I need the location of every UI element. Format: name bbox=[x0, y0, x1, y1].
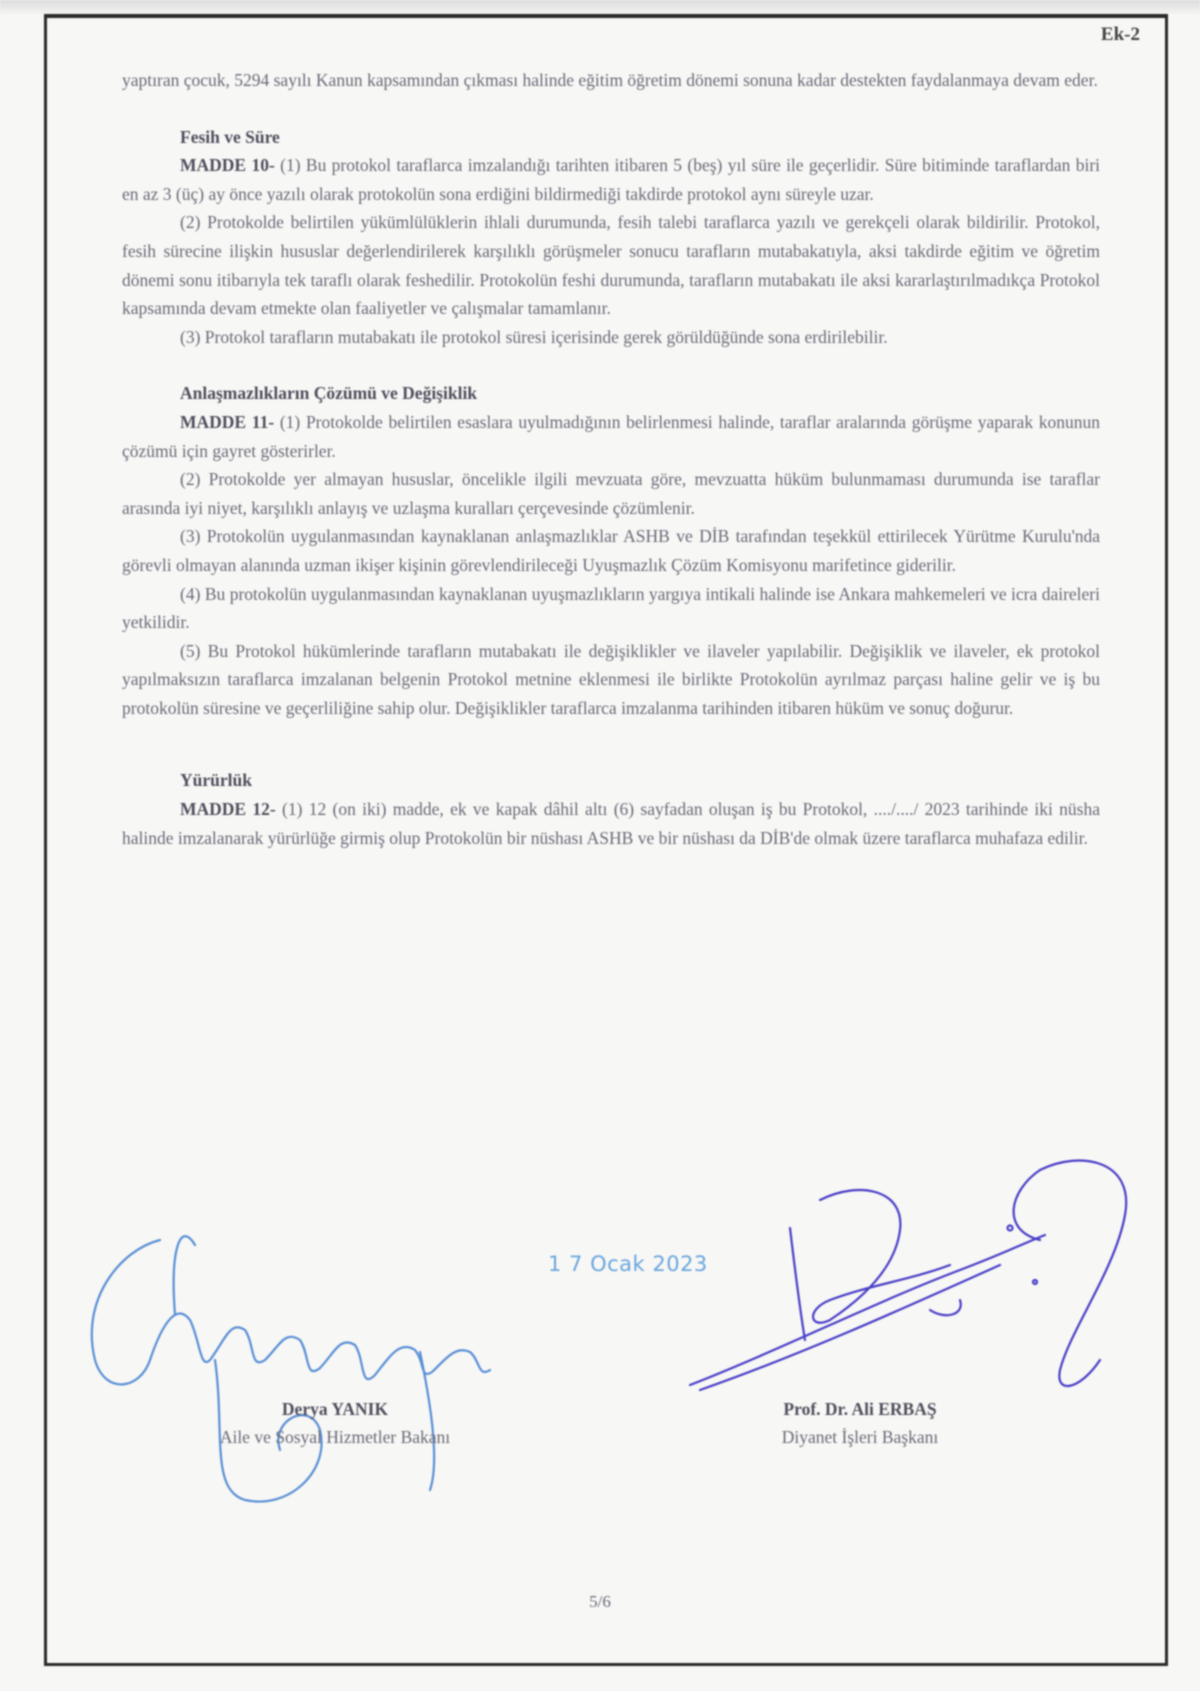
intro-paragraph: yaptıran çocuk, 5294 sayılı Kanun kapsamından çıkması halinde eğitim öğretim dönemi sonuna kadar destekten faydalanmaya devam eder. bbox=[122, 70, 1098, 90]
madde-11-clause-5: (5) Bu Protokol hükümlerinde tarafların mutabakatı ile değişiklikler ve ilaveler yapılabilir. Değişiklik ve ilaveler, ek protokol yapılmaksızın taraflarca imzalanan belgenin Protokol metnine eklenmesi ile birlikte Protokolün ayrılmaz parçası haline gelir ve iş bu protokolün süresine ve geçerliliğine sahip olur. Değişiklikler taraflarca imzalanma tarihinden itibaren hüküm ve sonuç doğurur. bbox=[122, 640, 1100, 718]
page-number: 5/6 bbox=[589, 1592, 611, 1611]
heading-fesih: Fesih ve Süre bbox=[180, 126, 280, 147]
left-signatory-block bbox=[150, 1395, 520, 1451]
date-stamp: 1 7 Ocak 2023 bbox=[548, 1252, 708, 1276]
madde-10-label: MADDE 10- bbox=[180, 155, 275, 176]
madde-11-clause-1 bbox=[122, 408, 1100, 465]
heading-yururluk: Yürürlük bbox=[180, 770, 252, 791]
madde-11-clause-2: (2) Protokolde yer almayan hususlar, öncelikle ilgili mevzuata göre, mevzuatta hüküm bulunmaması durumunda ise taraflar arasında iyi niyet, karşılıklı anlayış ve uzlaşma kuralları çerçevesinde çözümlenir. bbox=[122, 469, 1100, 518]
left-signatory-title: Aile ve Sosyal Hizmetler Bakanı bbox=[219, 1427, 451, 1447]
madde-11-clause-4: (4) Bu protokolün uygulanmasından kaynaklanan uyuşmazlıkların yargıya intikali halinde ise Ankara mahkemeleri ve icra daireleri yetkilidir. bbox=[122, 583, 1100, 633]
left-signatory-name: Derya YANIK bbox=[281, 1399, 389, 1419]
heading-anlasmazlik: Anlaşmazlıkların Çözümü ve Değişiklik bbox=[180, 383, 478, 404]
scan-edge bbox=[0, 0, 1200, 14]
right-signatory-name: Prof. Dr. Ali ERBAŞ bbox=[783, 1399, 937, 1419]
madde-11-clause-1-text: (1) Protokolde belirtilen esaslara uyulmadığının belirlenmesi halinde, taraflar aralarında görüşme yaparak konunun çözümü için gayret gösterirler. bbox=[122, 411, 1101, 461]
madde-12-clause-1 bbox=[122, 795, 1100, 852]
madde-12-clause-1-text: (1) 12 (on iki) madde, ek ve kapak dâhil altı (6) sayfadan oluşan iş bu Protokol, ..../..../ 2023 tarihinde iki nüsha halinde imzalanarak yürürlüğe girmiş olup Protokolün bir nüshası ASHB ve bir nüshası da DİB'de olmak üzere taraflarca muhafaza edilir. bbox=[122, 799, 1101, 848]
right-signatory-block bbox=[700, 1395, 1020, 1451]
document-body bbox=[122, 66, 1100, 852]
madde-11-label: MADDE 11- bbox=[180, 411, 275, 432]
annex-label: Ek-2 bbox=[1100, 24, 1140, 45]
madde-11-clause-3: (3) Protokolün uygulanmasından kaynaklanan anlaşmazlıklar ASHB ve DİB tarafından teşekkül ettirilecek Yürütme Kurulu'nda görevli olmayan alanında uzman ikişer kişinin görevlendirileceği Uyuşmazlık Çözüm Komisyonu marifetince giderilir. bbox=[122, 526, 1100, 575]
right-signatory-title: Diyanet İşleri Başkanı bbox=[781, 1427, 939, 1447]
madde-10-clause-1-text: (1) Bu protokol taraflarca imzalandığı tarihten itibaren 5 (beş) yıl süre ile geçerlidir. Süre bitiminde taraflardan biri en az 3 (üç) ay önce yazılı olarak protokolün sona erdiğini bildirmediği takdirde protokol aynı süreyle uzar. bbox=[122, 155, 1101, 204]
madde-12-label: MADDE 12- bbox=[180, 799, 276, 820]
madde-10-clause-2: (2) Protokolde belirtilen yükümlülüklerin ihlali durumunda, fesih talebi taraflarca yazılı ve gerekçeli olarak bildirilir. Protokol, fesih sürecine ilişkin hususlar değerlendirilerek karşılıklı görüşmeler sonucu tarafların mutabakatıyla, aksi takdirde eğitim ve öğretim dönemi sonu itibarıyla tek taraflı olarak feshedilir. Protokolün feshi durumunda, tarafların mutabakatı ile aksi kararlaştırılmadıkça Protokol kapsamında devam etmekte olan faaliyetler ve çalışmalar tamamlanır. bbox=[122, 212, 1100, 319]
madde-10-clause-1 bbox=[122, 151, 1100, 208]
madde-10-clause-3: (3) Protokol tarafların mutabakatı ile protokol süresi içerisinde gerek görüldüğünde sona erdirilebilir. bbox=[180, 326, 888, 347]
